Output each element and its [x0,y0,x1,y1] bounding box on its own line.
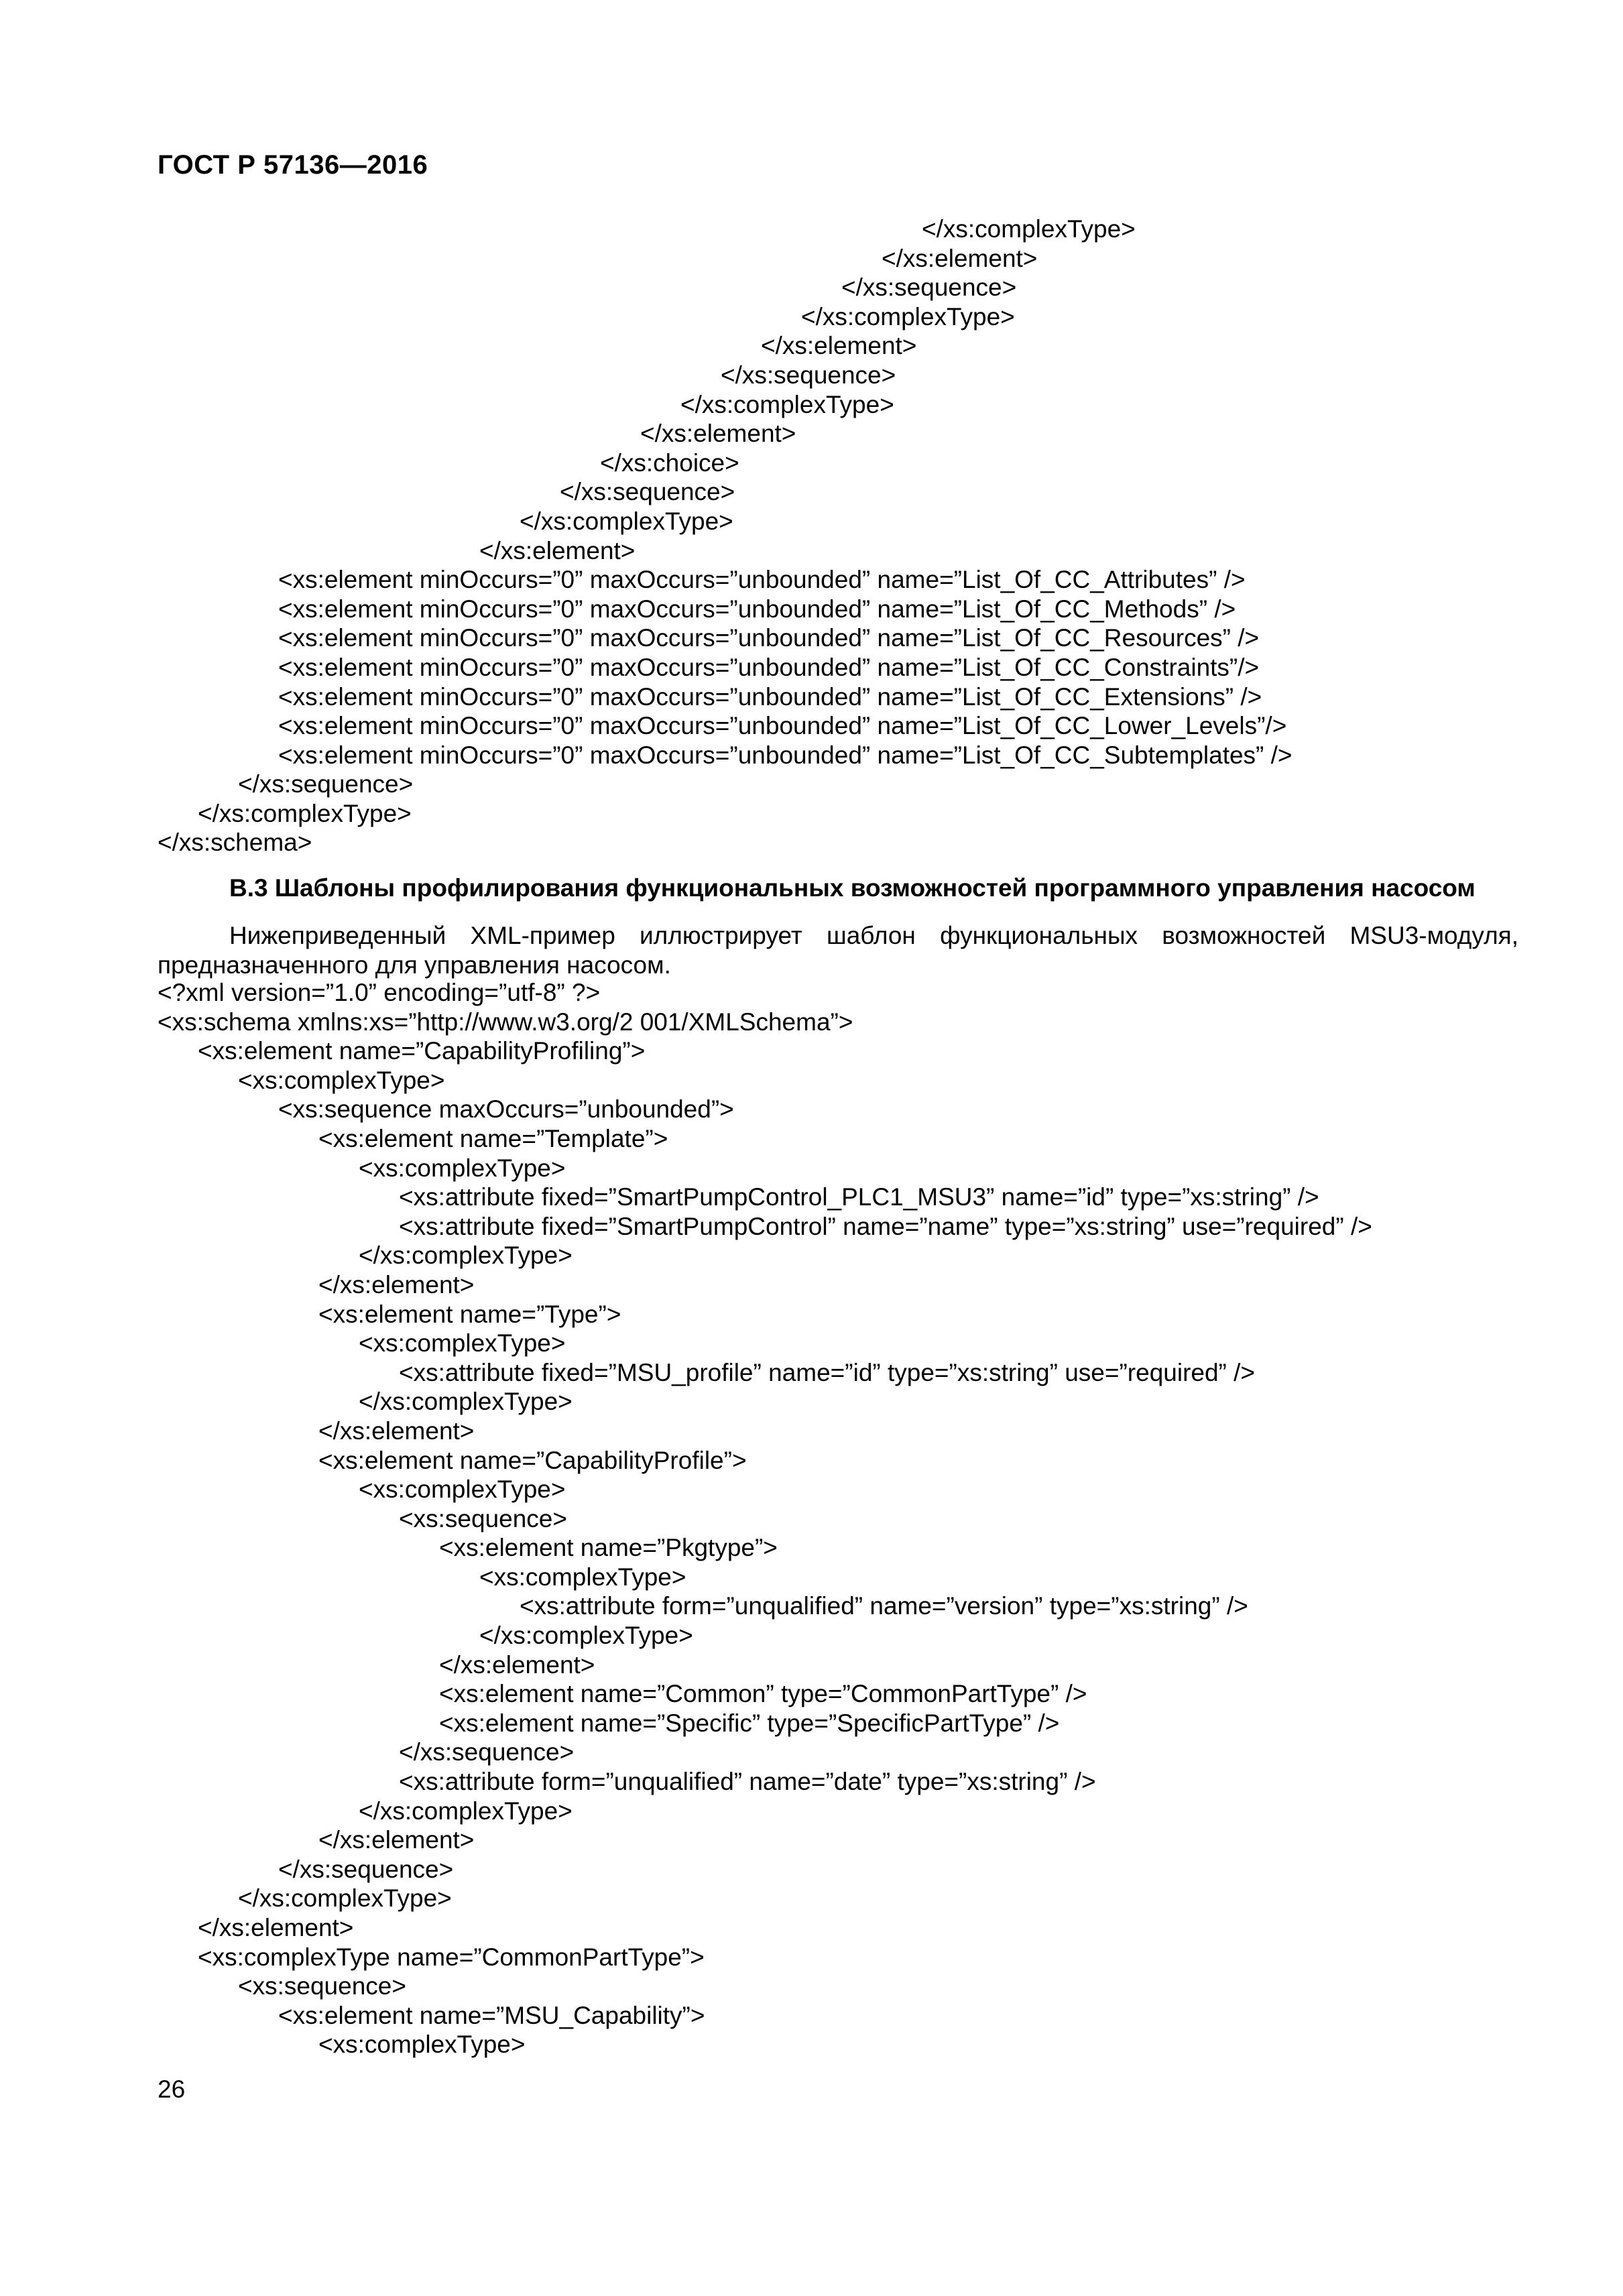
xml-code-block-bottom [158,978,1532,2059]
code-line: </xs:complexType> [520,507,733,535]
code-line: </xs:complexType> [359,1797,573,1825]
code-line: <xs:element name=”CapabilityProfiling”> [198,1037,646,1065]
code-line: <xs:element minOccurs=”0” maxOccurs=”unbounded” name=”List_Of_CC_Attributes” /> [278,566,1246,594]
code-line: <xs:element minOccurs=”0” maxOccurs=”unbounded” name=”List_Of_CC_Extensions” /> [278,682,1262,711]
code-line: <xs:complexType> [479,1563,686,1591]
code-line: </xs:complexType> [801,302,1015,330]
code-line: <xs:attribute fixed=”SmartPumpControl_PLC1_MSU3” name=”id” type=”xs:string” /> [399,1183,1319,1211]
code-line: </xs:element> [479,536,636,564]
code-line: </xs:complexType> [680,390,894,418]
code-line: </xs:sequence> [399,1738,575,1766]
page-header-title: ГОСТ Р 57136—2016 [158,150,428,180]
code-line: </xs:element> [198,1914,354,1941]
code-line: <xs:element name=”Type”> [318,1300,621,1328]
code-line: <xs:element name=”MSU_Capability”> [278,2001,705,2029]
code-line: <xs:element minOccurs=”0” maxOccurs=”unbounded” name=”List_Of_CC_Constraints”/> [278,653,1260,681]
code-line: </xs:complexType> [922,215,1136,243]
code-line: <xs:complexType> [318,2031,526,2059]
code-line: </xs:sequence> [560,478,735,506]
code-line: </xs:element> [882,244,1038,272]
code-line: <xs:element name=”Pkgtype”> [439,1534,778,1562]
code-line: </xs:complexType> [359,1242,573,1270]
code-line: <xs:attribute form=”unqualified” name=”date” type=”xs:string” /> [399,1768,1096,1796]
code-line: </xs:complexType> [198,799,412,827]
code-line: <xs:element name=”Specific” type=”SpecificPartType” /> [439,1709,1060,1737]
code-line: <xs:complexType> [359,1154,566,1182]
code-line: </xs:complexType> [479,1622,693,1650]
code-line: <xs:element minOccurs=”0” maxOccurs=”unbounded” name=”List_Of_CC_Resources” /> [278,624,1260,652]
code-line: </xs:element> [640,420,796,448]
code-line: </xs:sequence> [278,1855,454,1883]
page-number: 26 [158,2075,186,2103]
section-heading: В.3 Шаблоны профилирования функциональных возможностей программного управления насосом [229,874,1476,902]
code-line: </xs:element> [318,1416,475,1445]
code-line: <xs:complexType> [359,1329,566,1357]
code-line: <xs:sequence> [399,1504,567,1532]
code-line: <xs:sequence maxOccurs=”unbounded”> [278,1095,734,1124]
code-line: <xs:complexType name=”CommonPartType”> [198,1943,705,1971]
code-line: </xs:element> [439,1650,595,1679]
code-line: <xs:sequence> [238,1972,406,2000]
code-line: <xs:schema xmlns:xs=”http://www.w3.org/2 001/XMLSchema”> [158,1008,853,1036]
code-line: </xs:element> [318,1270,475,1298]
code-line: <xs:attribute fixed=”SmartPumpControl” name=”name” type=”xs:string” use=”required” /> [399,1212,1372,1240]
code-line: <xs:complexType> [359,1475,566,1504]
code-line: <xs:attribute fixed=”MSU_profile” name=”id” type=”xs:string” use=”required” /> [399,1358,1256,1386]
code-line: <?xml version=”1.0” encoding=”utf-8” ?> [158,979,601,1006]
code-line: <xs:attribute form=”unqualified” name=”version” type=”xs:string” /> [520,1592,1248,1620]
code-line: </xs:sequence> [721,361,896,389]
code-line: <xs:element name=”CapabilityProfile”> [318,1446,747,1474]
intro-paragraph: Нижеприведенный XML-пример иллюстрирует шаблон функциональных возможностей MSU3-модуля, предназначенного для управления насосом. [158,922,1518,979]
code-line: </xs:sequence> [238,770,414,798]
code-line: <xs:element minOccurs=”0” maxOccurs=”unbounded” name=”List_Of_CC_Subtemplates” /> [278,741,1293,769]
code-line: <xs:element minOccurs=”0” maxOccurs=”unbounded” name=”List_Of_CC_Lower_Levels”/> [278,712,1287,740]
code-line: </xs:complexType> [359,1388,573,1416]
code-line: </xs:schema> [158,829,312,857]
code-line: <xs:complexType> [238,1066,445,1094]
code-line: </xs:sequence> [841,274,1017,302]
code-line: <xs:element minOccurs=”0” maxOccurs=”unbounded” name=”List_Of_CC_Methods” /> [278,595,1236,623]
code-line: <xs:element name=”Template”> [318,1124,668,1152]
code-line: </xs:element> [761,332,917,360]
code-line: <xs:element name=”Common” type=”CommonPartType” /> [439,1680,1087,1708]
code-line: </xs:element> [318,1826,475,1854]
code-line: </xs:choice> [600,448,739,477]
code-line: </xs:complexType> [238,1884,452,1913]
xml-code-block-top [158,215,1532,857]
